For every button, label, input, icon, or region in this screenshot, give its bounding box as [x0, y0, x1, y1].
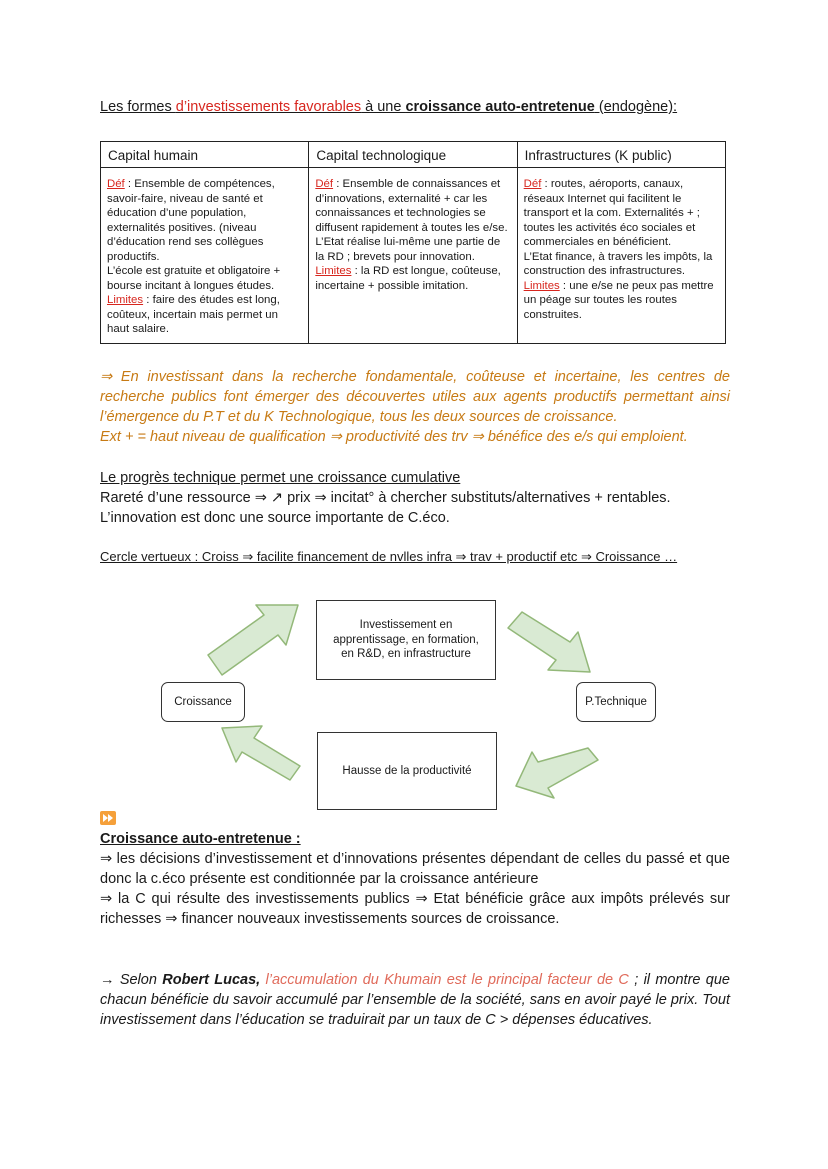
- def-text: : Ensemble de compétences, savoir-faire, niveau de santé et éducation d’une population, externalités positives. (niveau d’éducation rend ses collègues productifs.: [107, 178, 275, 263]
- box-progres-technique: P.Technique: [576, 682, 656, 722]
- box-productivite: Hausse de la productivité: [317, 732, 497, 810]
- arrow-down-right-icon: [508, 612, 590, 672]
- orange-line-1: ⇒ En investissant dans la recherche fondamentale, coûteuse et incertaine, les centres de recherche publics font émerger des découvertes utiles aux agents productifs permettant ainsi l’émergence du P.T et du K Technologique, tous les deux sources de croissance.: [100, 369, 730, 425]
- progres-heading: Le progrès technique permet une croissance cumulative: [100, 470, 461, 486]
- def-label: Déf: [107, 178, 125, 190]
- auto-heading: Croissance auto-entretenue :: [100, 831, 301, 847]
- box-investissement: Investissement en apprentissage, en formation, en R&D, en infrastructure: [316, 600, 496, 680]
- table-header-row: [101, 142, 726, 168]
- title-prefix: Les formes: [100, 99, 176, 115]
- lucas-highlight: l’accumulation du Khumain est le principal facteur de C: [260, 972, 629, 988]
- title-suffix: (endogène):: [594, 99, 678, 115]
- arrow-up-left-icon: [222, 726, 300, 780]
- cell-capital-humain: [101, 168, 309, 344]
- title-bold: croissance auto-entretenue: [405, 99, 595, 115]
- lucas-name: Robert Lucas,: [162, 972, 261, 988]
- lucas-rest: ; il montre que chacun bénéficie du savoir accumulé par l’ensemble de la société, sans en avoir payé le prix. Tout investissement dans l’éducation se traduirait par un taux de C > dépenses éducatives.: [100, 972, 730, 1028]
- header-capital-humain: Capital humain: [101, 142, 309, 168]
- def-text: : routes, aéroports, canaux, réseaux Internet qui facilitent le transport et la com. Externalités + ; toutes les activités éco sociales et commerciales en bénéficient.: [523, 178, 700, 248]
- def-text: : Ensemble de connaissances et d’innovations, externalité + car les connaissances et technologies se diffusent rapidement à toutes les e/se.: [315, 178, 508, 234]
- state-text: L’Etat réalise lui-même une partie de la RD ; brevets pour innovation.: [315, 236, 501, 263]
- auto-entretenue-section: [100, 829, 730, 929]
- page-title: [100, 99, 677, 115]
- fast-forward-icon: [100, 811, 116, 825]
- progres-line-1: Rareté d’une ressource ⇒ ↗ prix ⇒ incitat° à chercher substituts/alternatives + rentables.: [100, 490, 671, 506]
- box-croissance: Croissance: [161, 682, 245, 722]
- arrow-up-right-icon: [208, 605, 298, 675]
- limites-label: Limites: [315, 265, 352, 277]
- orange-line-2: Ext + = haut niveau de qualification ⇒ productivité des trv ⇒ bénéfice des e/s qui emploient.: [100, 429, 688, 445]
- state-text: L’école est gratuite et obligatoire + bourse incitant à longues études.: [107, 265, 281, 292]
- def-label: Déf: [523, 178, 542, 190]
- virtuous-cycle-diagram: [150, 590, 670, 820]
- header-capital-technologique: Capital technologique: [309, 142, 517, 168]
- auto-line-1: ⇒ les décisions d’investissement et d’innovations présentes dépendant de celles du passé et que donc la c.éco présente est conditionnée par la croissance antérieure: [100, 851, 730, 887]
- progres-section: [100, 468, 730, 528]
- lucas-arrow: → Selon: [100, 972, 163, 988]
- limites-text: : faire des études est long, coûteux, incertain mais permet un haut salaire.: [107, 294, 280, 335]
- title-highlight: d’investissements favorables: [175, 99, 362, 115]
- progres-line-2: L’innovation est donc une source importante de C.éco.: [100, 510, 450, 526]
- limites-text: : une e/se ne peux pas mettre un péage sur toutes les routes construites.: [523, 279, 714, 321]
- cell-capital-technologique: [309, 168, 517, 344]
- limites-label: Limites: [523, 279, 560, 292]
- auto-line-2: ⇒ la C qui résulte des investissements publics ⇒ Etat bénéficie grâce aux impôts prélevés sur richesses ⇒ financer nouveaux investissements sources de croissance.: [100, 891, 730, 927]
- arrow-down-left-icon: [516, 748, 598, 798]
- investment-table: [100, 141, 726, 344]
- state-text: L’Etat finance, à travers les impôts, la construction des infrastructures.: [523, 250, 713, 277]
- cercle-vertueux: Cercle vertueux : Croiss ⇒ facilite financement de nvlles infra ⇒ trav + productif etc ⇒ Croissance …: [100, 549, 678, 564]
- def-label: Déf: [315, 178, 334, 190]
- limites-label: Limites: [107, 294, 144, 306]
- header-infrastructures: Infrastructures (K public): [517, 142, 725, 168]
- title-middle: à une: [361, 99, 406, 115]
- lucas-paragraph: [100, 970, 730, 1030]
- limites-text: : la RD est longue, coûteuse, incertaine + possible imitation.: [315, 265, 501, 292]
- cell-infrastructures: [517, 168, 725, 344]
- table-body-row: [101, 168, 726, 344]
- orange-paragraph: [100, 367, 730, 447]
